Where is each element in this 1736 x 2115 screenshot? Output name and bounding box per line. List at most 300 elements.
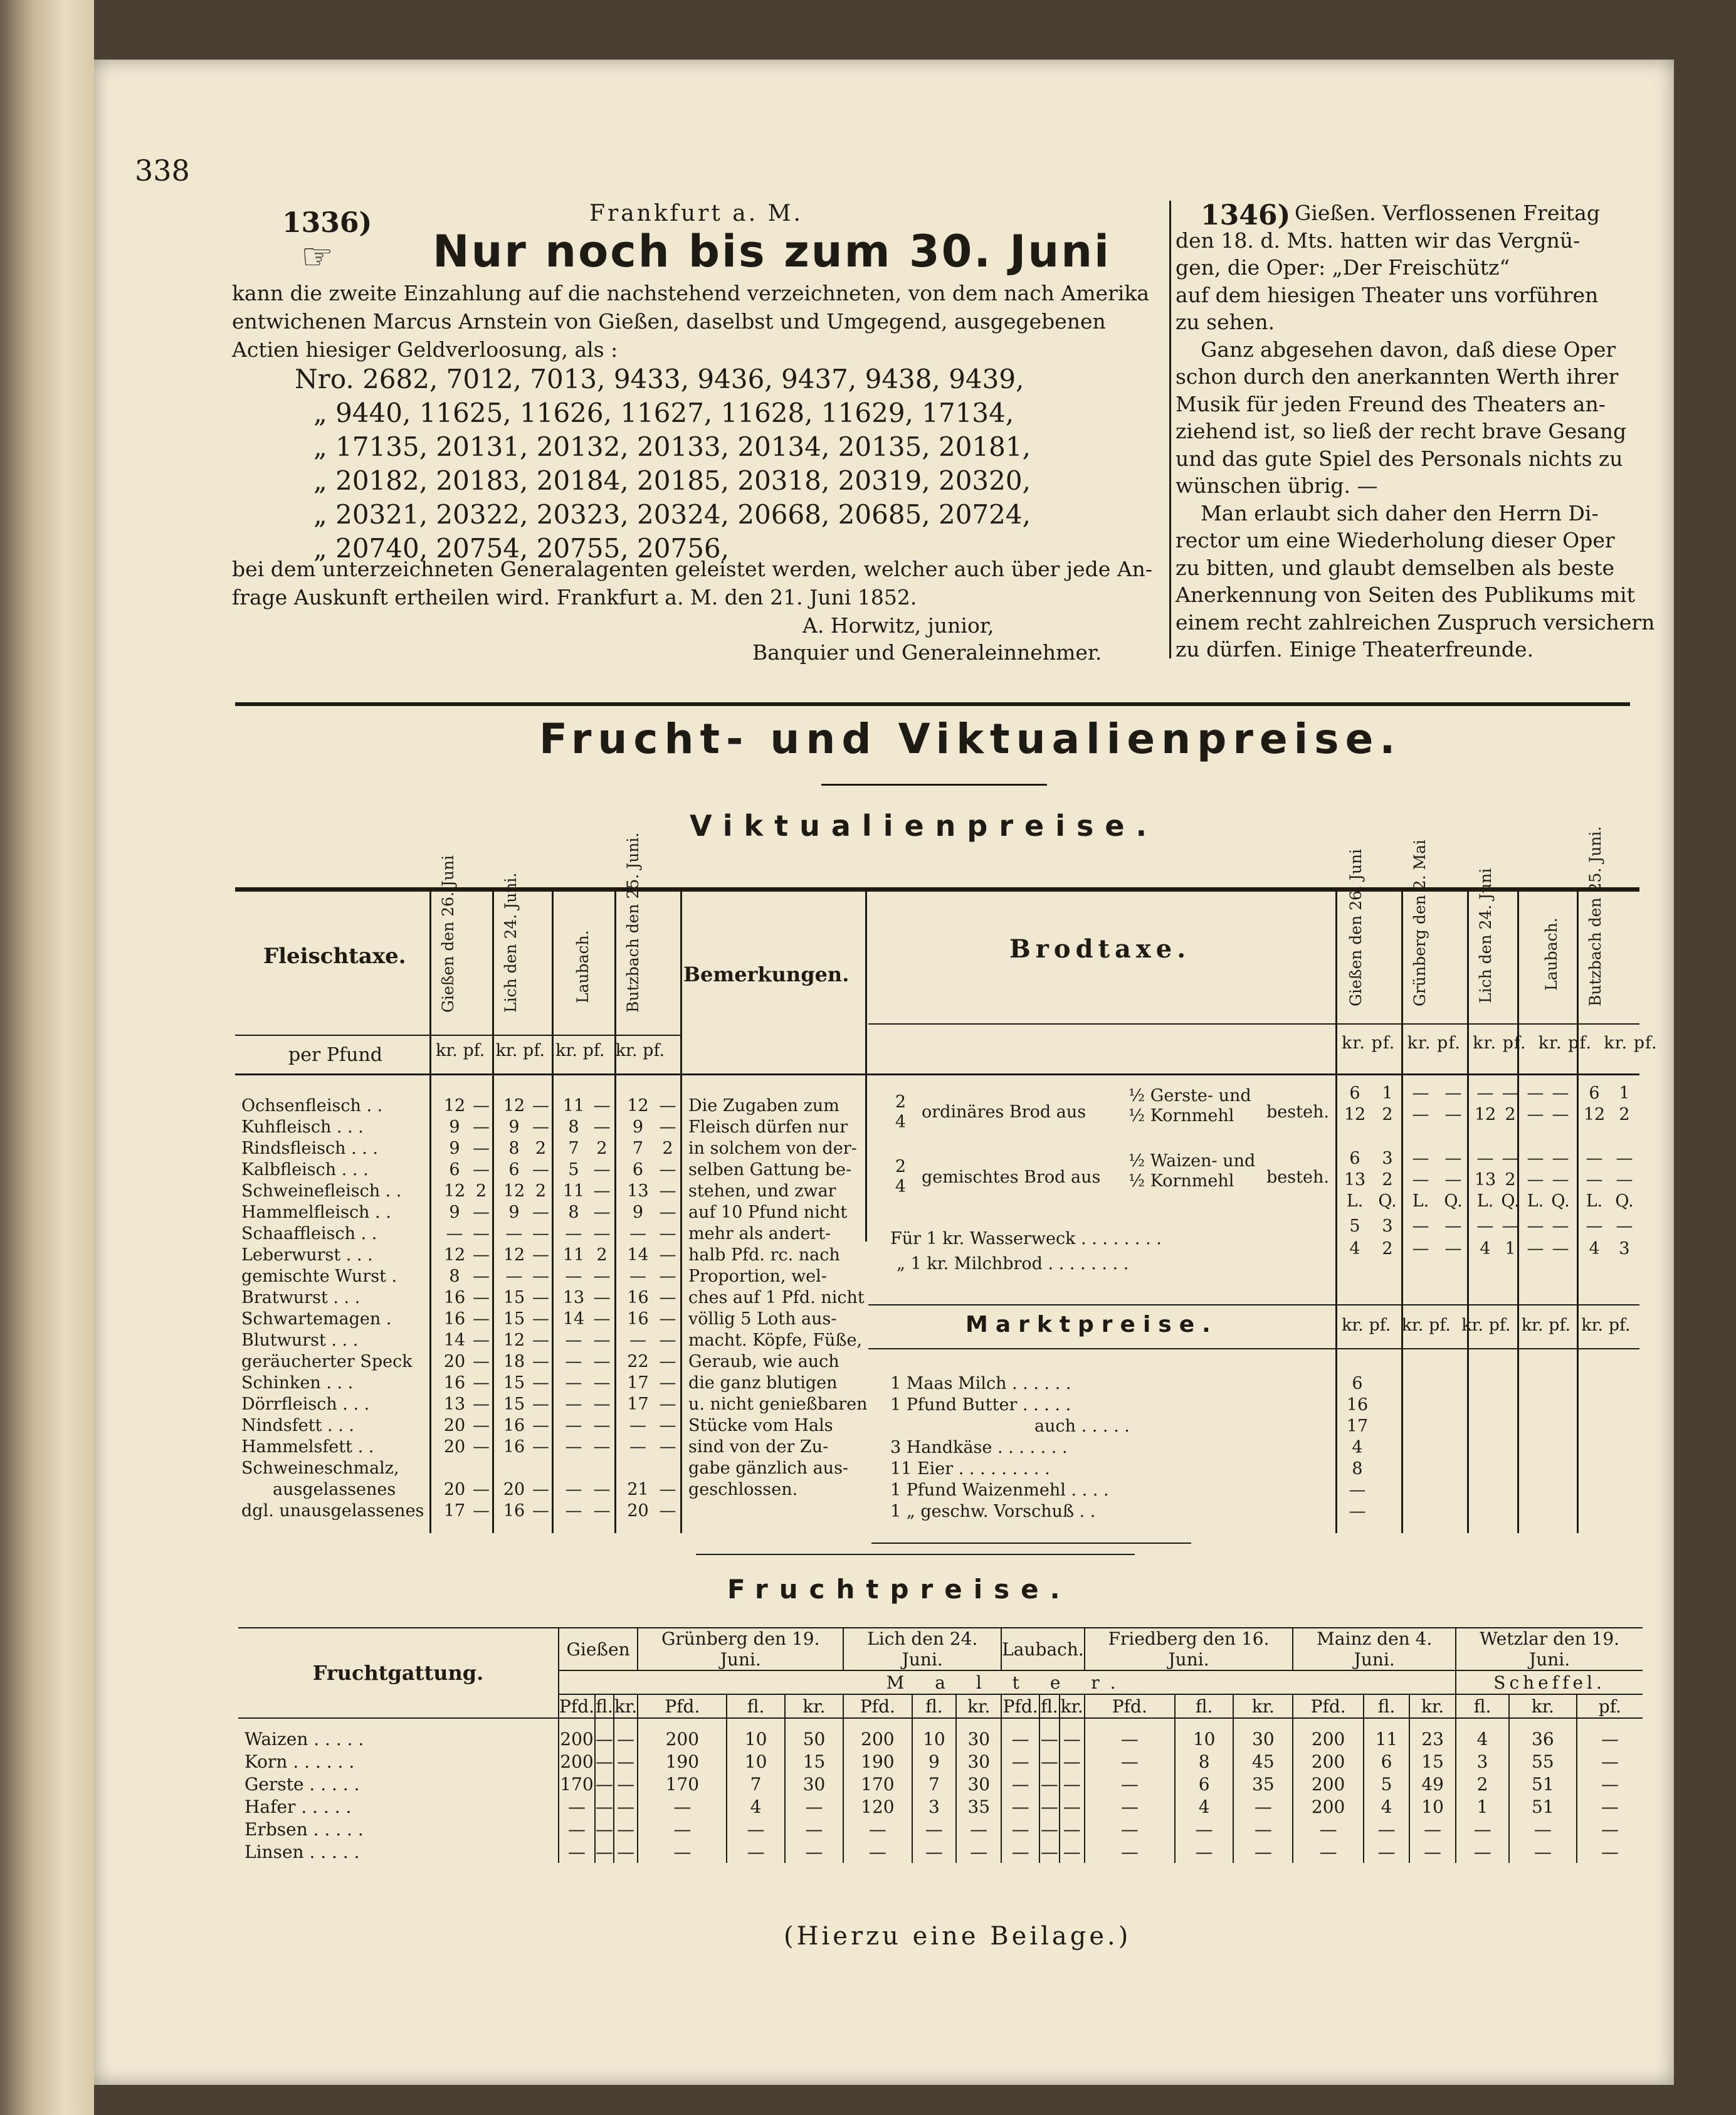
vrule: [865, 890, 867, 1242]
brod-town-gruenberg: Grünberg den 2. Mai: [1411, 840, 1429, 1006]
price-cell: —: [473, 1501, 490, 1521]
section-rule: [235, 702, 1630, 706]
brod-cell: —: [1476, 1084, 1494, 1103]
price-cell: 2: [535, 1181, 547, 1201]
price-cell: 20: [627, 1501, 649, 1521]
unit-cell: fl.: [1456, 1694, 1509, 1718]
price-cell: 2: [535, 1139, 547, 1158]
remark-line: Fleisch dürfen nur: [688, 1117, 848, 1137]
price-cell: —: [593, 1267, 611, 1286]
remark-line: stehen, und zwar: [688, 1181, 836, 1201]
price-cell: 9: [449, 1117, 460, 1137]
marktpreise-title: Marktpreise.: [965, 1312, 1218, 1337]
markt-sub-rule: [868, 1348, 1639, 1349]
price-cell: —: [473, 1352, 490, 1371]
frucht-cell: 15: [1409, 1750, 1456, 1773]
price-cell: [558, 1458, 589, 1479]
meat-item: Schwartemagen .: [241, 1309, 392, 1329]
meat-item: geräucherter Speck: [241, 1352, 413, 1371]
frucht-cell: —: [1509, 1818, 1577, 1840]
price-cell: —: [659, 1331, 676, 1350]
unit-cell: kr.: [614, 1694, 638, 1718]
frucht-cell: —: [614, 1818, 638, 1840]
brod-cell: 5: [1349, 1216, 1360, 1236]
place-friedberg: Friedberg den 16. Juni.: [1085, 1628, 1293, 1670]
frucht-cell: —: [1060, 1773, 1085, 1795]
price-cell: —: [532, 1395, 549, 1414]
vrule: [552, 890, 554, 1533]
unit-cell: kr.: [956, 1694, 1001, 1718]
unit-cell: fl.: [1175, 1694, 1234, 1718]
book-spine-edge: [0, 0, 94, 2115]
price-cell: —: [505, 1224, 523, 1243]
frucht-cell: 8: [1175, 1750, 1234, 1773]
brod-cell: 6: [1589, 1084, 1600, 1103]
price-cell: —: [532, 1501, 549, 1521]
remark-line: in solchem von der-: [688, 1139, 857, 1158]
price-cell: —: [593, 1309, 611, 1329]
unit-cell: kr.: [1509, 1694, 1577, 1718]
frucht-cell: —: [1175, 1818, 1234, 1840]
frucht-cell: 6: [1175, 1773, 1234, 1795]
price-cell: —: [659, 1395, 676, 1414]
price-cell: 12: [443, 1096, 466, 1116]
price-cell: —: [659, 1480, 676, 1499]
remark-line: Geraub, wie auch: [688, 1352, 839, 1371]
frucht-cell: 7: [727, 1773, 784, 1795]
price-cell: 13: [443, 1395, 466, 1414]
frucht-cell: 50: [785, 1718, 844, 1750]
brod-cell: —: [1476, 1149, 1494, 1168]
price-cell: [439, 1458, 470, 1479]
meat-item: ausgelassenes: [273, 1480, 396, 1499]
price-cell: —: [473, 1288, 490, 1307]
price-cell: —: [593, 1437, 611, 1457]
wasserweck: Für 1 kr. Wasserweck . . . . . . . .: [890, 1229, 1162, 1248]
markt-kr-cell: 8: [1352, 1459, 1363, 1479]
price-cell: —: [532, 1203, 549, 1222]
ad-text: kann die zweite Einzahlung auf die nachstehend verzeichneten, von dem nach Amerika entwichenen Marcus Arnstein von Gießen, daselbst und Umgegend, ausgegebenen Actien hiesiger Geldverloosung, als :: [232, 281, 1150, 362]
frucht-cell: 1: [1456, 1795, 1509, 1818]
brod-cell: —: [1527, 1170, 1544, 1189]
meat-item: Rindsfleisch . . .: [241, 1139, 378, 1158]
frucht-cell: —: [1409, 1840, 1456, 1863]
price-cell: —: [593, 1096, 611, 1116]
price-cell: —: [659, 1181, 676, 1201]
lich-kr-col: [498, 1095, 530, 1522]
frucht-cell: —: [596, 1818, 614, 1840]
frucht-row: [238, 1718, 1643, 1750]
brod-cell: —: [1552, 1149, 1569, 1168]
meat-item: Ochsenfleisch . .: [241, 1096, 383, 1116]
brod-unit-labels: kr. pf. kr. pf. kr. pf. kr. pf. kr. pf.: [1342, 1033, 1658, 1053]
price-cell: —: [593, 1224, 611, 1243]
brod-cell: 12: [1344, 1105, 1366, 1124]
price-cell: —: [473, 1480, 490, 1499]
frucht-cell: 5: [1364, 1773, 1409, 1795]
vrule: [492, 890, 494, 1533]
price-cell: —: [473, 1373, 490, 1393]
brod-cell: 2: [1382, 1105, 1393, 1124]
price-cell: —: [593, 1160, 611, 1179]
price-cell: —: [659, 1416, 676, 1435]
price-cell: 9: [449, 1203, 460, 1222]
frucht-name: Hafer . . . . .: [238, 1795, 559, 1818]
laubach-kr-col: [558, 1095, 589, 1522]
price-cell: 16: [503, 1437, 525, 1457]
frucht-cell: —: [1577, 1718, 1643, 1750]
brod-cell: 3: [1382, 1216, 1393, 1236]
frucht-cell: —: [614, 1750, 638, 1773]
brod-cell: L.: [1476, 1191, 1494, 1211]
milchbrod: „ 1 kr. Milchbrod . . . . . . . .: [897, 1254, 1129, 1274]
frucht-cell: 45: [1233, 1750, 1293, 1773]
markt-kr-col: [1339, 1373, 1376, 1522]
price-cell: —: [659, 1437, 676, 1457]
frucht-cell: —: [1085, 1818, 1175, 1840]
price-cell: 12: [503, 1181, 525, 1201]
markt-kr-cell: 4: [1352, 1438, 1363, 1457]
brod-cell: 2: [1505, 1105, 1516, 1124]
price-cell: —: [473, 1395, 490, 1414]
frucht-cell: —: [1085, 1795, 1175, 1818]
price-cell: 8: [508, 1139, 520, 1158]
brodtaxe-head: Brodtaxe.: [1009, 934, 1191, 964]
brod-cell: Q.: [1551, 1191, 1570, 1211]
frucht-cell: —: [1040, 1751, 1058, 1772]
unit-cell: pf.: [1577, 1694, 1643, 1718]
price-cell: 12: [503, 1096, 525, 1116]
price-cell: —: [532, 1245, 549, 1265]
frucht-row: [238, 1818, 1643, 1840]
frucht-cell: —: [1060, 1795, 1085, 1818]
brod-cell: —: [1586, 1170, 1603, 1189]
brod-cell: Q.: [1615, 1191, 1634, 1211]
scheffel-label: Scheffel.: [1456, 1670, 1643, 1694]
price-cell: 12: [503, 1245, 525, 1265]
price-cell: —: [532, 1267, 549, 1286]
frucht-cell: —: [1577, 1750, 1643, 1773]
brod-weight-2: 2 4: [895, 1157, 906, 1196]
price-cell: —: [532, 1373, 549, 1393]
brod-cell: L.: [1527, 1191, 1544, 1211]
ad-signature-title: Banquier und Generaleinnehmer.: [752, 640, 1102, 665]
price-cell: 6: [632, 1160, 644, 1179]
brod-cell: 2: [1619, 1105, 1630, 1124]
remark-line: mehr als andert-: [688, 1224, 831, 1243]
frucht-cell: —: [956, 1840, 1001, 1863]
frucht-cell: —: [1293, 1840, 1364, 1863]
frucht-cell: —: [1001, 1818, 1039, 1840]
brod-cell: 2: [1382, 1170, 1393, 1189]
price-cell: [589, 1458, 614, 1479]
frucht-cell: —: [1001, 1773, 1039, 1795]
town-giessen: Gießen den 26. Juni: [439, 855, 457, 1013]
meat-item: Kalbfleisch . . .: [241, 1160, 369, 1179]
frucht-cell: 30: [785, 1773, 844, 1795]
frucht-cell: 35: [1233, 1773, 1293, 1795]
price-cell: —: [659, 1267, 676, 1286]
price-cell: —: [473, 1096, 490, 1116]
markt-item: 1 Pfund Waizenmehl . . . .: [890, 1480, 1109, 1500]
remark-line: macht. Köpfe, Füße,: [688, 1331, 863, 1350]
frucht-cell: 10: [727, 1750, 784, 1773]
frucht-name: Korn . . . . . .: [238, 1750, 559, 1773]
frucht-cell: —: [1060, 1750, 1085, 1773]
price-cell: 14: [562, 1309, 585, 1329]
brod-cell: —: [1616, 1216, 1633, 1236]
town-laubach: Laubach.: [574, 930, 592, 1003]
frucht-cell: —: [638, 1795, 727, 1818]
price-cell: 12: [443, 1245, 466, 1265]
remark-line: u. nicht genießbaren: [688, 1395, 868, 1414]
frucht-cell: —: [1040, 1841, 1058, 1862]
price-cell: —: [629, 1437, 646, 1457]
frucht-cell: 200: [638, 1718, 727, 1750]
ad-headline: Nur noch bis zum 30. Juni: [433, 226, 1112, 277]
frucht-cell: 10: [1175, 1718, 1234, 1750]
frucht-cell: 6: [1364, 1750, 1409, 1773]
frucht-cell: 200: [1293, 1773, 1364, 1795]
frucht-cell: 2: [1456, 1773, 1509, 1795]
remark-line: ches auf 1 Pfd. nicht: [688, 1288, 865, 1307]
frucht-cell: 200: [1293, 1795, 1364, 1818]
price-cell: —: [473, 1117, 490, 1137]
price-cell: 2: [596, 1245, 608, 1265]
meat-item: Blutwurst . . .: [241, 1331, 359, 1350]
frucht-cell: —: [1060, 1840, 1085, 1863]
remark-line: völlig 5 Loth aus-: [688, 1309, 837, 1329]
markt-unit-labels: kr. pf. kr. pf. kr. pf. kr. pf. kr. pf.: [1342, 1316, 1631, 1335]
unit-cell: Pfd.: [1293, 1694, 1364, 1718]
price-cell: —: [593, 1331, 611, 1350]
frucht-row: [238, 1773, 1643, 1795]
place-gruenberg: Grünberg den 19. Juni.: [638, 1628, 843, 1670]
price-cell: 9: [508, 1203, 520, 1222]
price-cell: 11: [562, 1096, 585, 1116]
price-cell: 11: [562, 1181, 585, 1201]
remark-line: sind von der Zu-: [688, 1437, 829, 1457]
brod-cell: 4: [1480, 1239, 1491, 1258]
price-cell: —: [473, 1139, 490, 1158]
price-cell: —: [532, 1160, 549, 1179]
vrule: [1467, 890, 1469, 1533]
frucht-cell: —: [1040, 1818, 1058, 1840]
markt-item: 11 Eier . . . . . . . . .: [890, 1459, 1050, 1479]
town-lich: Lich den 24. Juni.: [502, 872, 520, 1013]
brod-cell: —: [1586, 1149, 1603, 1168]
price-cell: 9: [632, 1117, 644, 1137]
vrule: [680, 890, 682, 1533]
price-cell: 13: [627, 1181, 649, 1201]
frucht-cell: —: [785, 1840, 844, 1863]
footer-note: (Hierzu eine Beilage.): [784, 1922, 1132, 1951]
unit-cell: Pfd.: [843, 1694, 912, 1718]
frucht-name: Waizen . . . . .: [238, 1718, 559, 1750]
short-rule: [871, 1543, 1191, 1544]
brod-cell: —: [1412, 1105, 1429, 1124]
frucht-cell: 7: [912, 1773, 957, 1795]
price-cell: 15: [503, 1373, 525, 1393]
frucht-cell: —: [727, 1840, 784, 1863]
header-bottom-rule: [235, 1073, 1639, 1075]
frucht-cell: 30: [956, 1750, 1001, 1773]
frucht-cell: —: [1509, 1840, 1577, 1863]
frucht-cell: 200: [1293, 1718, 1364, 1750]
unit-cell: Pfd.: [1001, 1694, 1039, 1718]
frucht-cell: 49: [1409, 1773, 1456, 1795]
frucht-cell: 4: [1364, 1795, 1409, 1818]
frucht-cell: —: [1085, 1773, 1175, 1795]
frucht-cell: 30: [956, 1718, 1001, 1750]
price-cell: 16: [627, 1288, 649, 1307]
fleisch-sub-rule: [235, 1035, 680, 1036]
price-cell: 7: [632, 1139, 644, 1158]
price-cell: [470, 1458, 492, 1479]
giessen-pf-col: [470, 1095, 492, 1522]
brod-cell: —: [1444, 1105, 1462, 1124]
brod-cell: —: [1444, 1170, 1462, 1189]
price-cell: 2: [596, 1139, 608, 1158]
unit-cell: fl.: [595, 1694, 614, 1718]
frucht-cell: —: [1001, 1750, 1039, 1773]
meat-item: Hammelfleisch . .: [241, 1203, 391, 1222]
price-cell: 17: [443, 1501, 466, 1521]
price-cell: 13: [562, 1288, 585, 1307]
frucht-cell: —: [1040, 1796, 1058, 1817]
price-cell: —: [565, 1224, 582, 1243]
brod-weight-1: 2 4: [895, 1092, 906, 1132]
price-cell: —: [659, 1245, 676, 1265]
price-cell: 11: [562, 1245, 585, 1265]
price-cell: —: [629, 1224, 646, 1243]
price-cell: —: [593, 1181, 611, 1201]
price-cell: —: [629, 1331, 646, 1350]
frucht-cell: 190: [843, 1750, 912, 1773]
meat-item: Schinken . . .: [241, 1373, 354, 1393]
vrule: [429, 890, 431, 1533]
frucht-row: [238, 1795, 1643, 1818]
ad-place: Frankfurt a. M.: [589, 201, 803, 226]
meat-item: Hammelsfett . .: [241, 1437, 374, 1457]
frucht-cell: 30: [956, 1773, 1001, 1795]
brod-cell: —: [1552, 1105, 1569, 1124]
price-cell: —: [659, 1160, 676, 1179]
price-cell: —: [593, 1352, 611, 1371]
price-cell: —: [532, 1437, 549, 1457]
brod-cell: —: [1412, 1170, 1429, 1189]
remark-line: auf 10 Pfund nicht: [688, 1203, 848, 1222]
frucht-cell: —: [912, 1840, 957, 1863]
meat-item: Schweineschmalz,: [241, 1458, 399, 1478]
unit-cell: fl.: [727, 1694, 784, 1718]
price-cell: —: [659, 1288, 676, 1307]
frucht-cell: 36: [1509, 1718, 1577, 1750]
unit-cell: kr.: [1409, 1694, 1456, 1718]
frucht-cell: —: [638, 1840, 727, 1863]
place-wetzlar: Wetzlar den 19. Juni.: [1456, 1628, 1643, 1670]
price-cell: —: [473, 1203, 490, 1222]
price-cell: —: [593, 1480, 611, 1499]
frucht-cell: 120: [843, 1795, 912, 1818]
frucht-cell: 170: [843, 1773, 912, 1795]
price-cell: —: [565, 1416, 582, 1435]
town-butzbach: Butzbach den 25. Juni.: [624, 832, 642, 1013]
price-cell: 18: [503, 1352, 525, 1371]
price-cell: 12: [503, 1331, 525, 1350]
brod-cell: 3: [1382, 1149, 1393, 1168]
price-cell: —: [532, 1117, 549, 1137]
brod-cell: L.: [1412, 1191, 1429, 1211]
price-cell: —: [659, 1309, 676, 1329]
brod-cell: —: [1552, 1239, 1569, 1258]
price-cell: 6: [508, 1160, 520, 1179]
brod-cell: —: [1616, 1149, 1633, 1168]
price-cell: —: [565, 1373, 582, 1393]
price-cell: 20: [443, 1480, 466, 1499]
price-cell: 16: [443, 1373, 466, 1393]
price-cell: 20: [443, 1416, 466, 1435]
price-cell: —: [593, 1416, 611, 1435]
frucht-cell: —: [785, 1818, 844, 1840]
markt-item: 1 Maas Milch . . . . . .: [890, 1374, 1071, 1393]
brod-type-1: ordinäres Brod aus: [922, 1102, 1086, 1122]
markt-list: [890, 1373, 1130, 1522]
frucht-cell: 190: [638, 1750, 727, 1773]
theater-notice: Gießen. Verflossenen Freitag den 18. d. Mts. hatten wir das Vergnü- gen, die Oper: „Der Freischütz“ auf dem hiesigen Theater uns vorführen zu sehen. Ganz abgesehen davon, daß diese Oper schon durch den anerkannten Werth ihrer Musik für jeden Freund des Theaters an- ziehend ist, so ließ der recht brave Gesang und das gute Spiel des Personals nichts zu wünschen übrig. — Man erlaubt sich daher den Herrn Di- rector um eine Wiederholung dieser Oper zu bitten, und glaubt demselben als beste Anerkennung von Seiten des Publikums mit einem recht zahlreichen Zuspruch versichern zu dürfen. Einige Theaterfreunde.: [1176, 201, 1655, 662]
price-cell: —: [593, 1203, 611, 1222]
frucht-cell: 4: [727, 1795, 784, 1818]
price-cell: 7: [568, 1139, 579, 1158]
price-cell: 14: [627, 1245, 649, 1265]
brod-cell: —: [1586, 1216, 1603, 1236]
laubach-pf-col: [589, 1095, 614, 1522]
frucht-cell: —: [596, 1841, 614, 1862]
price-cell: —: [532, 1352, 549, 1371]
butzbach-pf-col: [655, 1095, 680, 1522]
price-cell: 21: [627, 1480, 649, 1499]
frucht-cell: —: [1085, 1750, 1175, 1773]
column-rule: [1169, 201, 1171, 658]
malter-label: M a l t e r.: [559, 1670, 1456, 1694]
price-cell: —: [473, 1224, 490, 1243]
remark-line: Proportion, wel-: [688, 1267, 827, 1286]
meat-item: Dörrfleisch . . .: [241, 1395, 370, 1414]
brod-cell: Q.: [1444, 1191, 1463, 1211]
vrule: [1577, 890, 1579, 1533]
frucht-cell: 11: [1364, 1718, 1409, 1750]
price-cell: —: [532, 1309, 549, 1329]
frucht-cell: 200: [559, 1750, 595, 1773]
price-cell: 20: [443, 1352, 466, 1371]
frucht-cell: —: [785, 1795, 844, 1818]
brod-cell: —: [1527, 1105, 1544, 1124]
unit-cell: Pfd.: [638, 1694, 727, 1718]
price-cell: —: [659, 1096, 676, 1116]
meat-item: gemischte Wurst .: [241, 1267, 397, 1286]
brod-cell: 1: [1619, 1084, 1630, 1103]
frucht-cell: 170: [559, 1773, 595, 1795]
frucht-cell: 10: [727, 1718, 784, 1750]
frucht-cell: —: [1085, 1840, 1175, 1863]
frucht-cell: 15: [785, 1750, 844, 1773]
remark-line: gabe gänzlich aus-: [688, 1458, 849, 1478]
fruchtgattung-head: Fruchtgattung.: [238, 1628, 559, 1718]
brod-cell: —: [1616, 1170, 1633, 1189]
brod-town-giessen: Gießen den 26. Juni: [1347, 848, 1365, 1006]
place-lich: Lich den 24. Juni.: [843, 1628, 1001, 1670]
frucht-cell: —: [1060, 1818, 1085, 1840]
